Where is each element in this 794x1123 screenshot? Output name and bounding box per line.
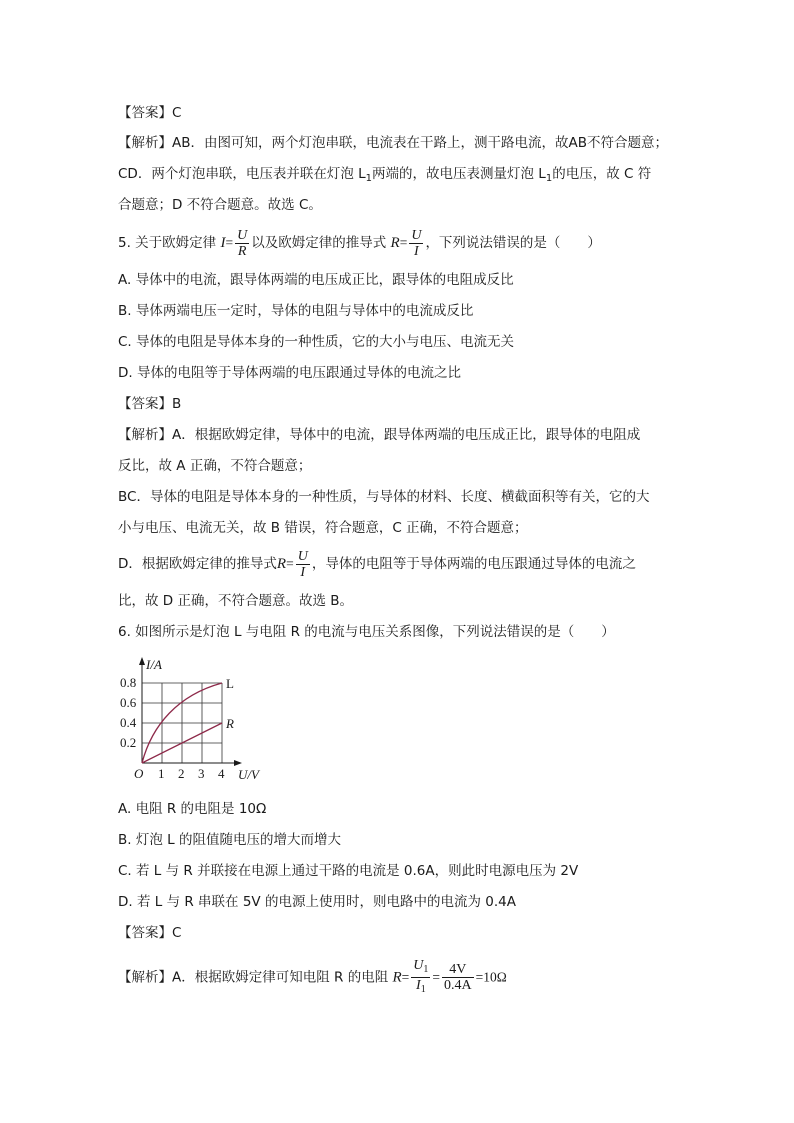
analysis-text: CD．两个灯泡串联，电压表并联在灯泡 L — [118, 166, 366, 182]
analysis-text: 合题意；D 不符合题意。故选 C。 — [118, 197, 322, 213]
fraction-u1-over-i1: $\frac{U_1}{I_1}$ — [413, 958, 429, 995]
y-tick: 0.4 — [120, 715, 137, 730]
q5-analysis-line-2: 反比，故 A 正确，不符合题意； — [118, 458, 312, 474]
stem-text: 5. 关于欧姆定律 — [118, 235, 217, 251]
analysis-text: ，导体的电阻等于导体两端的电压跟通过导体的电流之 — [311, 556, 636, 572]
q4-analysis-line-3 — [118, 195, 322, 215]
subscript: 1 — [365, 173, 373, 184]
formula-result: =10Ω — [475, 969, 507, 985]
analysis-text: A．根据欧姆定律可知电阻 R 的电阻 — [172, 969, 389, 986]
y-tick: 0.6 — [120, 695, 137, 710]
q5-option-a: A. 导体中的电流，跟导体两端的电压成正比，跟导体的电阻成反比 — [118, 272, 514, 288]
fraction-u-over-r: $\frac{U}{R}$ — [237, 227, 248, 259]
q6-option-b: B. 灯泡 L 的阻值随电压的增大而增大 — [118, 832, 341, 848]
q5-analysis-line-1 — [118, 425, 640, 445]
q5-option-c: C. 导体的电阻是导体本身的一种性质，它的大小与电压、电流无关 — [118, 334, 515, 350]
line-R-label: R — [226, 716, 234, 731]
stem-text: 以及欧姆定律的推导式 — [251, 235, 387, 251]
y-tick: 0.2 — [120, 735, 137, 750]
y-tick: 0.8 — [120, 675, 137, 690]
q6-option-c: C. 若 L 与 R 并联接在电源上通过干路的电流是 0.6A，则此时电源电压为 2V — [118, 863, 579, 879]
analysis-tag: 【解析】 — [118, 969, 172, 986]
formula-lhs: R — [276, 556, 287, 572]
q5-analysis-line-4: 小与电压、电流无关，故 B 错误，符合题意，C 正确，不符合题意； — [118, 520, 528, 536]
iu-graph — [118, 655, 278, 785]
origin-label: O — [134, 766, 144, 781]
q5-stem: 5. 关于欧姆定律 I= $\frac{U}{R}$ 以及欧姆定律的推导式 R= $\frac{U}{I}$ ，下列说法错误的是（ ） — [118, 227, 601, 259]
fraction-u-over-i: $\frac{U}{I}$ — [297, 548, 308, 580]
curve-L-label: L — [226, 676, 234, 691]
fraction-4v-over-04a: $\frac{4V}{0.4A}$ — [444, 962, 472, 993]
q5-analysis-line-6: 比，故 D 正确，不符合题意。故选 B。 — [118, 593, 354, 609]
formula-lhs: R — [392, 969, 402, 986]
q4-analysis-line-2 — [118, 164, 651, 189]
q6-option-d: D. 若 L 与 R 串联在 5V 的电源上使用时，则电路中的电流为 0.4A — [118, 894, 516, 910]
q5-option-d: D. 导体的电阻等于导体两端的电压跟通过导体的电流之比 — [118, 365, 461, 381]
answer-value: C — [172, 105, 182, 121]
q5-analysis-line-5: D．根据欧姆定律的推导式R= $\frac{U}{I}$ ，导体的电阻等于导体两端的电压跟通过导体的电流之 — [118, 548, 636, 580]
answer-tag: 【答案】 — [118, 105, 172, 121]
q6-stem: 6. 如图所示是灯泡 L 与电阻 R 的电流与电压关系图像，下列说法错误的是（ ） — [118, 624, 615, 640]
x-tick: 4 — [218, 766, 225, 781]
formula-lhs: R — [390, 235, 400, 251]
graph-grid — [142, 683, 222, 763]
graph-axes — [139, 657, 242, 766]
x-tick: 1 — [158, 766, 165, 781]
answer-value: B — [172, 396, 182, 412]
subscript: 1 — [545, 173, 553, 184]
analysis-text: AB．由图可知，两个灯泡串联，电流表在干路上，测干路电流，故AB不符合题意； — [172, 135, 668, 151]
q5-answer-line — [118, 394, 181, 414]
answer-tag: 【答案】 — [118, 925, 172, 941]
formula-lhs: I — [220, 235, 226, 251]
q6-analysis-line-1: 【解析】A．根据欧姆定律可知电阻 R 的电阻 R= $\frac{U_1}{I_1}$ = $\frac{4V}{0.4A}$ =10Ω — [118, 958, 507, 995]
q4-analysis-line-1 — [118, 133, 668, 153]
analysis-tag: 【解析】 — [118, 135, 172, 151]
analysis-tag: 【解析】 — [118, 427, 172, 443]
x-tick: 2 — [178, 766, 185, 781]
q6-option-a: A. 电阻 R 的电阻是 10Ω — [118, 801, 267, 817]
q5-analysis-line-3: BC．导体的电阻是导体本身的一种性质，与导体的材料、长度、横截面积等有关，它的大 — [118, 489, 650, 505]
q6-answer-line — [118, 923, 181, 943]
answer-tag: 【答案】 — [118, 396, 172, 412]
fraction-u-over-i: $\frac{U}{I}$ — [411, 227, 422, 259]
q4-answer-line — [118, 103, 181, 123]
analysis-text: A．根据欧姆定律，导体中的电流，跟导体两端的电压成正比，跟导体的电阻成 — [172, 427, 641, 443]
answer-value: C — [172, 925, 182, 941]
y-axis-label: I/A — [146, 657, 162, 672]
x-axis-label: U/V — [238, 767, 259, 782]
analysis-text: D．根据欧姆定律的推导式 — [118, 556, 277, 572]
analysis-text: 的电压，故 C 符 — [552, 166, 652, 182]
analysis-text: 两端的，故电压表测量灯泡 L — [372, 166, 546, 182]
x-tick: 3 — [198, 766, 205, 781]
q5-option-b: B. 导体两端电压一定时，导体的电阻与导体中的电流成反比 — [118, 303, 474, 319]
stem-text: ，下列说法错误的是（ ） — [425, 235, 601, 251]
